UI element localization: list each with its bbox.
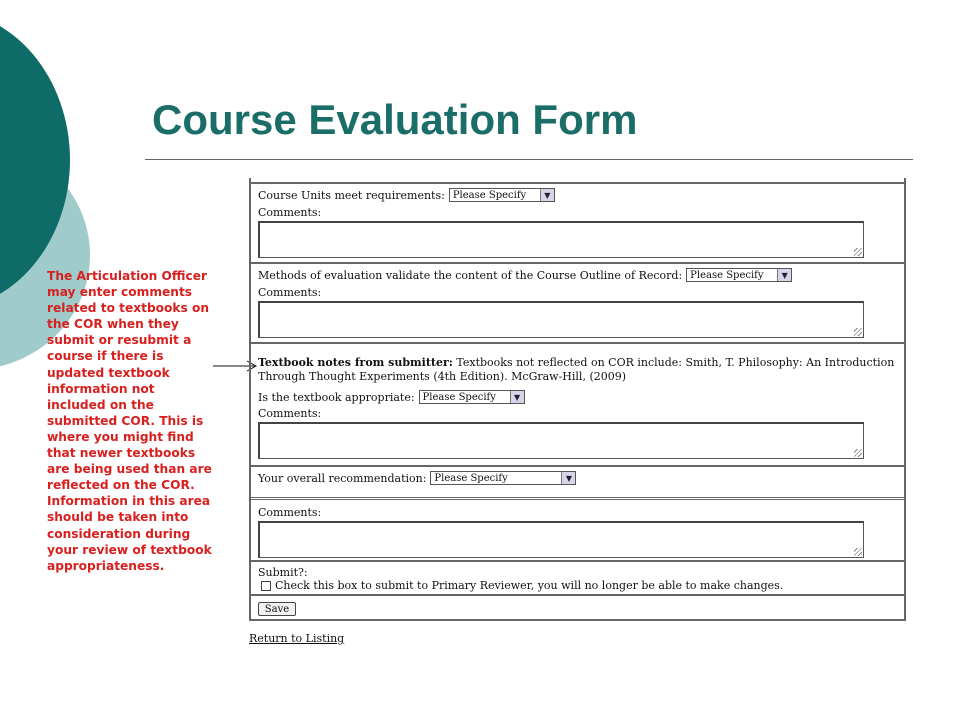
- section-submit: [251, 560, 904, 596]
- methods-select[interactable]: [686, 268, 792, 282]
- textbook-select-value: Please Specify: [422, 391, 496, 403]
- evaluation-form: [249, 178, 906, 621]
- section-course-units: [251, 182, 904, 264]
- methods-select-value: Please Specify: [690, 269, 764, 281]
- section-textbook: [251, 342, 904, 466]
- resize-grip-icon[interactable]: [854, 449, 862, 457]
- submit-checkbox[interactable]: [261, 581, 271, 591]
- textbook-comments-label: Comments:: [258, 407, 322, 420]
- units-select[interactable]: [449, 188, 555, 202]
- annotation-callout: The Articulation Officer may enter comments related to textbooks on the COR when they submit or resubmit a course if there is updated textbook information not included on the submitted COR. This is where you might find that newer textbooks are being used than are reflected on the COR. Information in this area should be taken into consideration during your review of textbook appropriateness.: [47, 269, 212, 573]
- resize-grip-icon[interactable]: [854, 328, 862, 336]
- methods-label: Methods of evaluation validate the content of the Course Outline of Record:: [258, 268, 683, 282]
- chevron-down-icon: ▼: [510, 391, 524, 403]
- recommendation-label: Your overall recommendation:: [258, 471, 427, 485]
- resize-grip-icon[interactable]: [854, 548, 862, 556]
- section-recommendation: [251, 465, 904, 495]
- slide-title: Course Evaluation Form: [152, 96, 638, 143]
- final-comments-textarea[interactable]: [258, 521, 864, 558]
- section-final-comments: [251, 497, 904, 561]
- methods-comments-textarea[interactable]: [258, 301, 864, 338]
- units-select-value: Please Specify: [452, 189, 527, 201]
- title-divider: [145, 159, 913, 160]
- section-save: [251, 594, 904, 619]
- textbook-question-label: Is the textbook appropriate:: [258, 390, 415, 404]
- recommendation-select-value: Please Specify: [434, 472, 508, 484]
- recommendation-select[interactable]: [430, 471, 576, 485]
- submit-label: Submit?:: [258, 566, 308, 579]
- section-methods-evaluation: [251, 262, 904, 342]
- save-button[interactable]: Save: [258, 602, 296, 616]
- chevron-down-icon: ▼: [777, 269, 791, 281]
- textbook-select[interactable]: [419, 390, 525, 404]
- methods-comments-label: Comments:: [258, 286, 322, 299]
- units-label: Course Units meet requirements:: [258, 188, 445, 202]
- textbook-notes: [258, 356, 897, 384]
- chevron-down-icon: ▼: [540, 189, 554, 201]
- return-to-listing-link[interactable]: Return to Listing: [249, 632, 345, 645]
- units-comments-textarea[interactable]: [258, 221, 864, 258]
- final-comments-label: Comments:: [258, 506, 322, 519]
- units-comments-label: Comments:: [258, 206, 322, 219]
- resize-grip-icon[interactable]: [854, 248, 862, 256]
- textbook-notes-text: Textbooks not reflected on COR include: Smith, T. Philosophy: An Introduction Through Thought Experiments (4th Edition). McGraw-Hill, (2009): [258, 356, 895, 383]
- chevron-down-icon: ▼: [561, 472, 575, 484]
- textbook-comments-textarea[interactable]: [258, 422, 864, 459]
- submit-checkbox-text: Check this box to submit to Primary Reviewer, you will no longer be able to make changes.: [275, 579, 784, 592]
- textbook-notes-label: Textbook notes from submitter:: [258, 356, 453, 369]
